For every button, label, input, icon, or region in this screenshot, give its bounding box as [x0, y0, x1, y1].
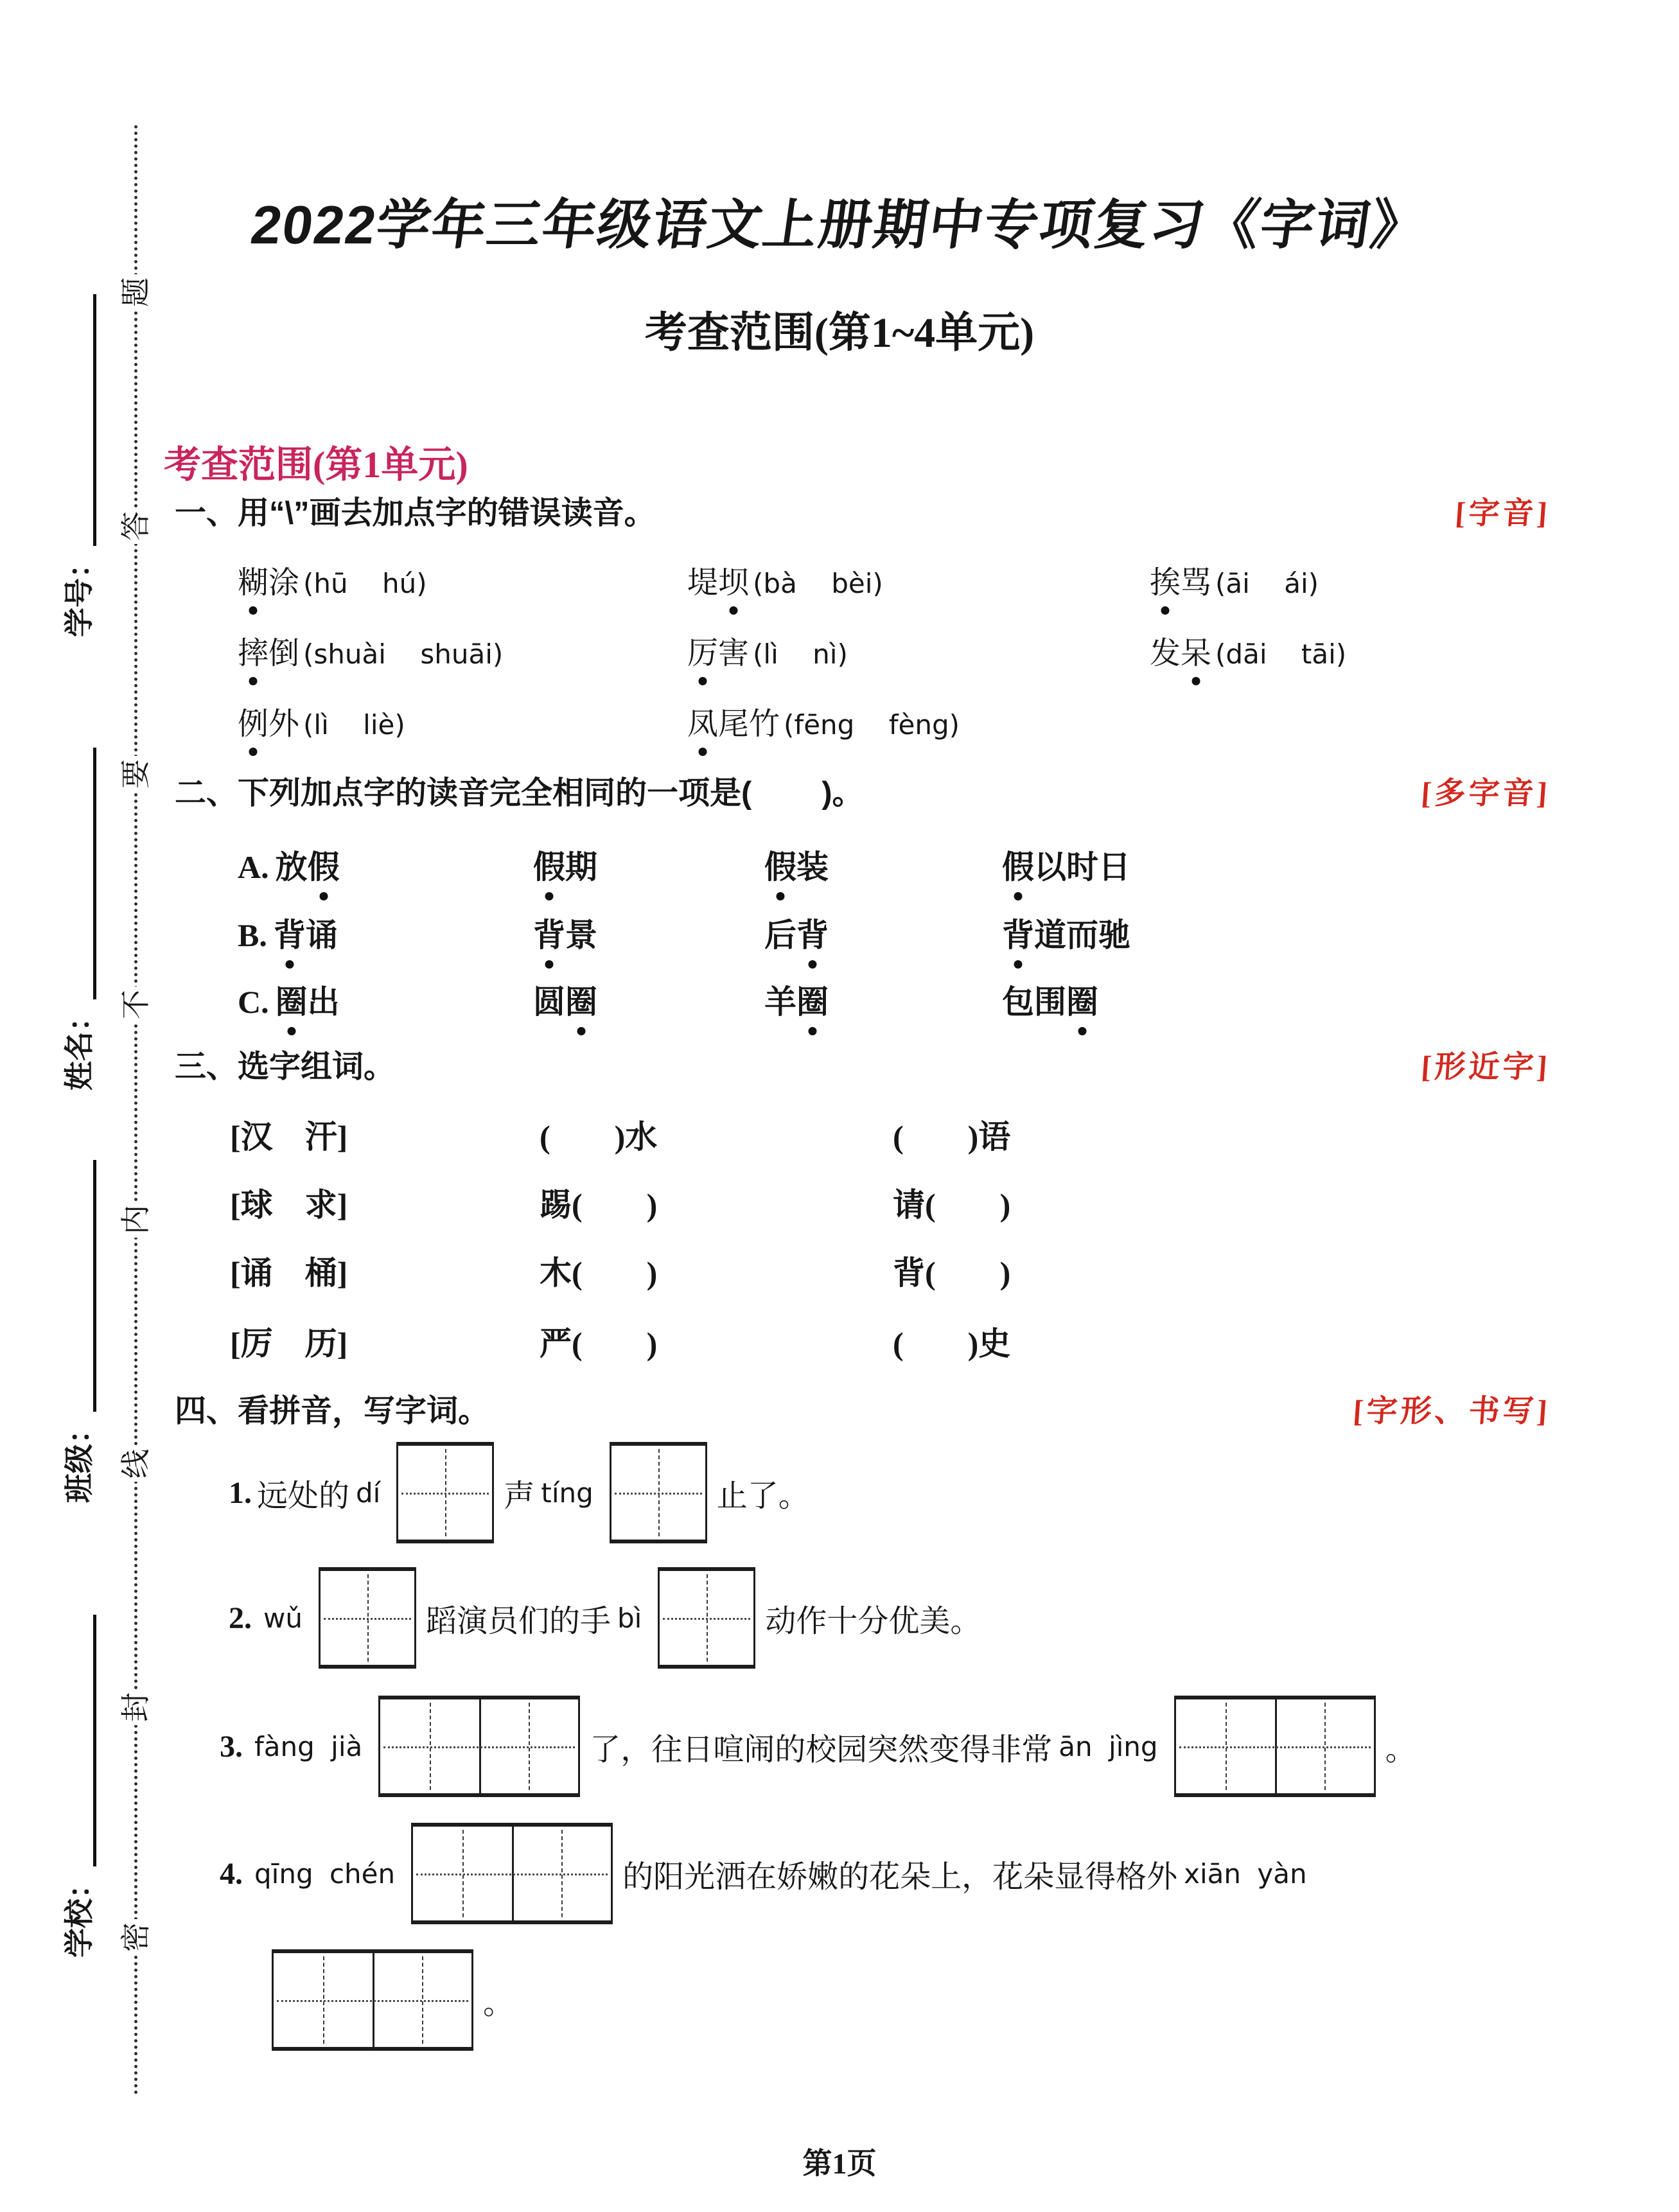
sentence-text: 。	[483, 1985, 514, 2021]
class-label: 班级：	[63, 1414, 96, 1503]
writing-box	[610, 1442, 707, 1543]
student-number-field	[60, 277, 96, 637]
option-label: C.	[238, 984, 269, 1020]
student-name-field	[60, 731, 96, 1091]
pinyin-hint: wǔ	[263, 1602, 303, 1634]
q1-topic-tag: [字音]	[1454, 496, 1552, 531]
q2-heading: 二、下列加点字的读音完全相同的一项是( )。	[175, 776, 864, 811]
fill-blank-word: 木( )	[540, 1255, 658, 1291]
student-name-label: 姓名：	[63, 1002, 96, 1091]
seal-char: 密	[118, 1919, 154, 1955]
q2-option	[238, 976, 533, 1023]
q1-item	[687, 628, 1150, 672]
pinyin-hint: qīng chén	[254, 1857, 396, 1890]
fill-blank-word: 背( )	[893, 1255, 1011, 1291]
fill-blank-word: ( )语	[893, 1119, 1011, 1155]
q4-heading-row	[175, 1386, 1551, 1431]
section-header-unit1: 考查范围(第1单元)	[164, 444, 468, 486]
q4-heading: 四、看拼音，写字词。	[175, 1394, 490, 1428]
q3-heading: 三、选字组词。	[175, 1049, 396, 1084]
q2-word	[1002, 841, 1130, 888]
q1-heading: 一、用“\”画去加点字的错误读音。	[175, 496, 656, 531]
sentence-text: 蹈演员们的手	[425, 1602, 611, 1639]
word-part: 骂	[1181, 565, 1212, 601]
dotted-char: 圈	[796, 976, 829, 1023]
page-title: 2022学年三年级语文上册期中专项复习《字词》	[247, 195, 1431, 255]
page-number: 第1页	[802, 2147, 877, 2180]
word-part: 涂	[268, 565, 300, 601]
word-part: 装	[796, 849, 829, 885]
word-part: 后	[764, 917, 796, 953]
word-part: 堤	[687, 565, 719, 601]
word-part: 出	[307, 984, 340, 1020]
seal-char: 题	[118, 274, 154, 310]
dotted-char: 圈	[276, 976, 308, 1023]
dotted-char: 糊	[238, 557, 268, 602]
item-number: 4.	[220, 1856, 243, 1891]
pinyin-choices: (lì nì)	[753, 638, 848, 670]
blank-line	[87, 1160, 96, 1412]
dotted-char: 呆	[1181, 628, 1211, 672]
dotted-char: 坝	[718, 557, 749, 602]
q3-row	[230, 1318, 1010, 1364]
seal-char: 封	[118, 1689, 154, 1725]
word-part: 期	[565, 849, 597, 885]
sentence-text: 。	[1385, 1731, 1416, 1768]
char-choice-bracket: [诵 桶]	[230, 1255, 348, 1291]
q2-word	[764, 976, 1002, 1023]
dotted-char: 假	[533, 841, 565, 888]
word-part: 害	[718, 635, 750, 671]
dotted-char: 凤	[687, 699, 718, 743]
q2-word	[1002, 976, 1098, 1023]
q1-item	[238, 699, 687, 743]
q3-topic-tag: [形近字]	[1420, 1050, 1552, 1084]
fill-blank-word: ( )史	[893, 1326, 1011, 1362]
pinyin-hint: bì	[617, 1602, 642, 1634]
q1-item	[1150, 628, 1346, 672]
seal-char: 答	[118, 508, 154, 544]
word-part: 羊	[764, 984, 796, 1020]
q4-topic-tag: [字形、书写]	[1351, 1394, 1552, 1428]
pinyin-hint: dí	[356, 1477, 381, 1509]
blank-line	[87, 294, 96, 546]
item-number: 3.	[220, 1729, 243, 1764]
word-part: 放	[275, 849, 308, 885]
q1-item-row	[238, 628, 1346, 672]
dotted-char: 圈	[1066, 976, 1098, 1023]
dotted-char: 厉	[687, 628, 718, 672]
writing-box-double	[411, 1823, 613, 1924]
word-part: 诵	[305, 917, 338, 953]
dotted-char: 摔	[238, 628, 268, 672]
writing-box-double	[378, 1696, 580, 1797]
dotted-char: 假	[764, 841, 796, 888]
word-part: 尾竹	[718, 706, 780, 742]
pinyin-choices: (shuài shuāi)	[303, 638, 504, 670]
sentence-text: 了，往日喧闹的校园突然变得非常	[590, 1731, 1053, 1768]
sentence-text: 的阳光洒在娇嫩的花朵上，花朵显得格外	[622, 1858, 1178, 1895]
fill-blank-word: 严( )	[540, 1326, 658, 1362]
word-part: 圆	[533, 984, 565, 1020]
option-label: B.	[238, 917, 267, 953]
blank-line	[87, 1615, 96, 1866]
fill-blank-word: 踢( )	[540, 1187, 658, 1223]
option-label: A.	[238, 849, 269, 885]
word-part: 道而驰	[1034, 917, 1130, 953]
q4-item-3	[220, 1696, 1416, 1797]
q2-option-row	[238, 841, 1130, 888]
word-part: 倒	[268, 635, 300, 671]
dotted-char: 圈	[565, 976, 597, 1023]
pinyin-hint: tíng	[541, 1477, 593, 1509]
page-subtitle: 考查范围(第1~4单元)	[644, 310, 1035, 356]
q1-item	[238, 557, 687, 602]
pinyin-choices: (fēng fèng)	[784, 709, 960, 741]
pinyin-choices: (hū hú)	[303, 568, 427, 599]
word-part: 外	[268, 706, 300, 742]
fill-blank-word: 请( )	[893, 1187, 1011, 1223]
pinyin-hint: ān jìng	[1059, 1730, 1158, 1762]
pinyin-choices: (āi ái)	[1215, 568, 1319, 599]
item-number: 2.	[229, 1601, 252, 1635]
student-number-label: 学号：	[63, 549, 96, 637]
q2-topic-tag: [多字音]	[1420, 777, 1552, 811]
dotted-char: 背	[274, 909, 306, 956]
writing-box	[319, 1567, 416, 1669]
q3-row	[230, 1111, 1010, 1157]
q1-item	[687, 699, 1150, 743]
q2-word	[764, 841, 1002, 888]
q4-item-2	[229, 1567, 981, 1669]
blank-line	[87, 748, 96, 999]
school-field	[60, 1598, 96, 1958]
seal-char: 线	[118, 1446, 154, 1482]
pinyin-choices: (lì liè)	[303, 709, 405, 741]
q3-row	[230, 1179, 1010, 1225]
item-number: 1.	[229, 1475, 252, 1510]
writing-box-double	[272, 1949, 473, 2051]
char-choice-bracket: [厉 历]	[230, 1326, 348, 1362]
seal-char: 内	[118, 1202, 154, 1238]
q1-item	[1150, 557, 1319, 602]
q2-word	[533, 841, 764, 888]
dotted-char: 假	[308, 841, 340, 888]
char-choice-bracket: [汉 汗]	[230, 1119, 348, 1155]
seal-char: 要	[118, 756, 154, 792]
dotted-char: 假	[1002, 841, 1034, 888]
dotted-char: 背	[796, 909, 829, 956]
q2-word	[1002, 909, 1130, 956]
pinyin-hint: fàng jià	[254, 1730, 363, 1762]
q2-word	[764, 909, 1002, 956]
q4-item-4	[220, 1823, 1314, 1924]
q2-option	[238, 909, 533, 956]
sentence-text: 止了。	[716, 1477, 809, 1514]
class-field	[60, 1143, 96, 1503]
word-part: 发	[1150, 635, 1181, 671]
q2-option-row	[238, 909, 1130, 956]
q3-row	[230, 1247, 1010, 1294]
q1-item-row	[238, 699, 1150, 743]
sentence-text: 声	[504, 1477, 535, 1514]
sentence-text: 远处的	[257, 1477, 350, 1514]
pinyin-choices: (bà bèi)	[753, 568, 883, 599]
pinyin-hint: xiān yàn	[1184, 1857, 1307, 1890]
q4-item-1	[229, 1442, 809, 1543]
q1-item	[687, 557, 1150, 602]
q2-word	[533, 909, 764, 956]
dotted-char: 背	[533, 909, 565, 956]
q2-word	[533, 976, 764, 1023]
word-part: 包围	[1002, 984, 1066, 1020]
writing-box	[658, 1567, 755, 1669]
q4-item-4-continued	[272, 1949, 514, 2051]
word-part: 以时日	[1034, 849, 1130, 885]
q2-option-row	[238, 976, 1098, 1023]
word-part: 景	[565, 917, 597, 953]
q1-item	[238, 628, 687, 672]
writing-box-double	[1174, 1696, 1376, 1797]
char-choice-bracket: [球 求]	[230, 1187, 348, 1223]
sentence-text: 动作十分优美。	[765, 1602, 981, 1639]
q1-item-row	[238, 557, 1319, 602]
pinyin-choices: (dāi tāi)	[1215, 638, 1347, 670]
q3-heading-row	[175, 1042, 1551, 1087]
dotted-char: 例	[238, 699, 268, 743]
binding-dashed-line	[134, 125, 137, 2096]
dotted-char: 背	[1002, 909, 1034, 956]
seal-char: 不	[118, 987, 154, 1023]
dotted-char: 挨	[1150, 557, 1181, 602]
fill-blank-word: ( )水	[540, 1119, 658, 1155]
school-label: 学校：	[63, 1869, 96, 1958]
q2-heading-row	[175, 768, 1551, 813]
q1-heading-row	[175, 488, 1551, 533]
q2-option	[238, 841, 533, 888]
writing-box	[396, 1442, 494, 1543]
